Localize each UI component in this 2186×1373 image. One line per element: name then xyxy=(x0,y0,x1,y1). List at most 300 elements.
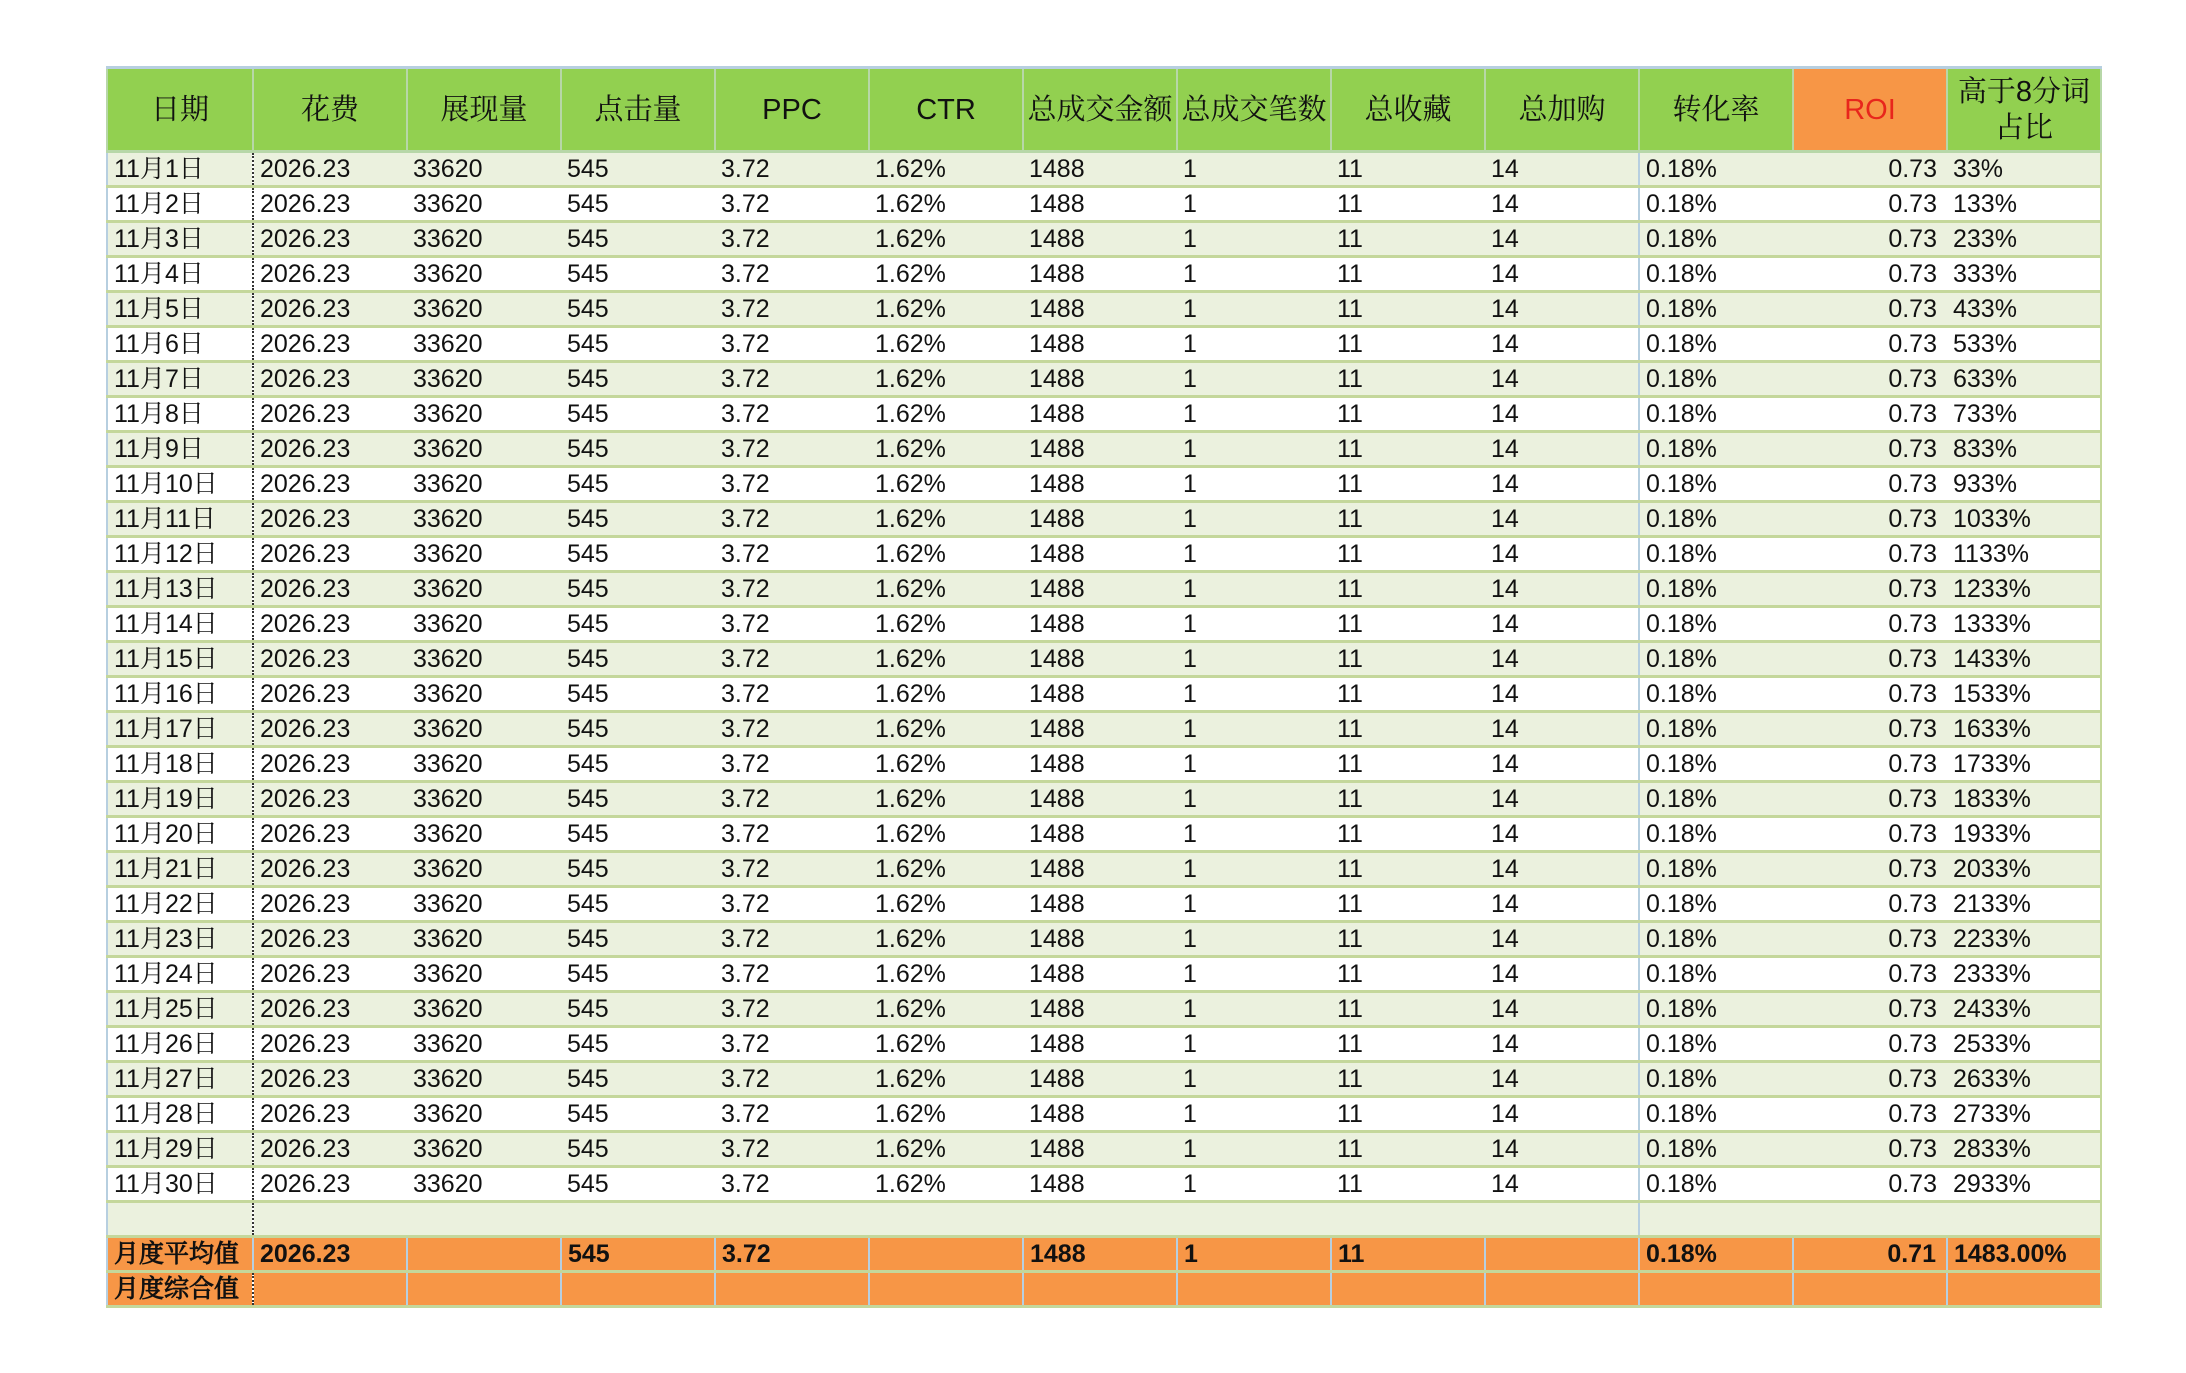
cell-roi[interactable]: 0.73 xyxy=(1793,1097,1947,1132)
cell-total-add-to-cart[interactable]: 14 xyxy=(1485,607,1639,642)
cell-total-orders[interactable]: 1 xyxy=(1177,782,1331,817)
cell-conversion-rate[interactable]: 0.18% xyxy=(1639,1097,1793,1132)
cell-spend[interactable]: 2026.23 xyxy=(253,677,407,712)
cell-impressions[interactable]: 33620 xyxy=(407,362,561,397)
cell-total-add-to-cart[interactable]: 14 xyxy=(1485,222,1639,257)
cell-total-add-to-cart[interactable]: 14 xyxy=(1485,502,1639,537)
cell-total-add-to-cart[interactable]: 14 xyxy=(1485,432,1639,467)
cell-date[interactable]: 11月14日 xyxy=(107,607,253,642)
cell-total-sales-amount[interactable]: 1488 xyxy=(1023,257,1177,292)
empty-cell[interactable] xyxy=(869,1202,1023,1237)
cell-total-favorites[interactable]: 11 xyxy=(1331,712,1485,747)
cell-ctr[interactable]: 1.62% xyxy=(869,397,1023,432)
cell-total-sales-amount[interactable]: 1488 xyxy=(1023,327,1177,362)
cell-total-sales-amount[interactable]: 1488 xyxy=(1023,572,1177,607)
cell-above-8-score-ratio[interactable]: 133% xyxy=(1947,187,2101,222)
cell-impressions[interactable]: 33620 xyxy=(407,572,561,607)
cell-total-orders[interactable]: 1 xyxy=(1177,537,1331,572)
cell-roi[interactable]: 0.73 xyxy=(1793,677,1947,712)
cell-ctr[interactable]: 1.62% xyxy=(869,887,1023,922)
cell-conversion-rate[interactable]: 0.18% xyxy=(1639,467,1793,502)
cell-date[interactable]: 11月29日 xyxy=(107,1132,253,1167)
cell-spend[interactable]: 2026.23 xyxy=(253,1132,407,1167)
cell-above-8-score-ratio[interactable]: 933% xyxy=(1947,467,2101,502)
cell-above-8-score-ratio[interactable]: 2633% xyxy=(1947,1062,2101,1097)
cell-above-8-score-ratio[interactable]: 1733% xyxy=(1947,747,2101,782)
cell-total-add-to-cart[interactable]: 14 xyxy=(1485,817,1639,852)
cell-total-add-to-cart[interactable]: 14 xyxy=(1485,922,1639,957)
cell-impressions[interactable]: 33620 xyxy=(407,992,561,1027)
cell-total-orders[interactable]: 1 xyxy=(1177,607,1331,642)
cell-impressions[interactable]: 33620 xyxy=(407,817,561,852)
cell-ctr[interactable]: 1.62% xyxy=(869,537,1023,572)
cell-ppc[interactable]: 3.72 xyxy=(715,852,869,887)
cell-total-orders[interactable]: 1 xyxy=(1177,362,1331,397)
cell-total-orders[interactable]: 1 xyxy=(1177,642,1331,677)
cell-total-orders[interactable]: 1 xyxy=(1177,677,1331,712)
cell-roi[interactable]: 0.73 xyxy=(1793,502,1947,537)
cell-spend[interactable]: 2026.23 xyxy=(253,607,407,642)
cell-total-add-to-cart[interactable]: 14 xyxy=(1485,1027,1639,1062)
cell-spend[interactable]: 2026.23 xyxy=(253,852,407,887)
cell-total-add-to-cart[interactable]: 14 xyxy=(1485,362,1639,397)
cell-impressions[interactable]: 33620 xyxy=(407,1062,561,1097)
cell-clicks[interactable]: 545 xyxy=(561,467,715,502)
summary-cell-ctr[interactable] xyxy=(869,1272,1023,1307)
cell-total-orders[interactable]: 1 xyxy=(1177,467,1331,502)
cell-ppc[interactable]: 3.72 xyxy=(715,1027,869,1062)
cell-above-8-score-ratio[interactable]: 1333% xyxy=(1947,607,2101,642)
cell-date[interactable]: 11月10日 xyxy=(107,467,253,502)
cell-clicks[interactable]: 545 xyxy=(561,152,715,187)
cell-impressions[interactable]: 33620 xyxy=(407,747,561,782)
cell-date[interactable]: 11月5日 xyxy=(107,292,253,327)
cell-total-sales-amount[interactable]: 1488 xyxy=(1023,537,1177,572)
cell-total-favorites[interactable]: 11 xyxy=(1331,642,1485,677)
column-header-date[interactable]: 日期 xyxy=(107,68,253,152)
cell-total-add-to-cart[interactable]: 14 xyxy=(1485,677,1639,712)
cell-total-favorites[interactable]: 11 xyxy=(1331,397,1485,432)
cell-roi[interactable]: 0.73 xyxy=(1793,432,1947,467)
cell-total-favorites[interactable]: 11 xyxy=(1331,1027,1485,1062)
cell-ctr[interactable]: 1.62% xyxy=(869,292,1023,327)
column-header-above-8-score-ratio[interactable]: 高于8分词占比 xyxy=(1947,68,2101,152)
cell-above-8-score-ratio[interactable]: 33% xyxy=(1947,152,2101,187)
cell-total-add-to-cart[interactable]: 14 xyxy=(1485,887,1639,922)
cell-total-orders[interactable]: 1 xyxy=(1177,1027,1331,1062)
cell-date[interactable]: 11月19日 xyxy=(107,782,253,817)
cell-above-8-score-ratio[interactable]: 2033% xyxy=(1947,852,2101,887)
cell-total-favorites[interactable]: 11 xyxy=(1331,852,1485,887)
column-header-ppc[interactable]: PPC xyxy=(715,68,869,152)
cell-impressions[interactable]: 33620 xyxy=(407,222,561,257)
cell-ppc[interactable]: 3.72 xyxy=(715,537,869,572)
cell-ppc[interactable]: 3.72 xyxy=(715,1062,869,1097)
cell-above-8-score-ratio[interactable]: 2933% xyxy=(1947,1167,2101,1202)
cell-spend[interactable]: 2026.23 xyxy=(253,992,407,1027)
cell-spend[interactable]: 2026.23 xyxy=(253,362,407,397)
cell-clicks[interactable]: 545 xyxy=(561,607,715,642)
cell-total-orders[interactable]: 1 xyxy=(1177,292,1331,327)
cell-spend[interactable]: 2026.23 xyxy=(253,152,407,187)
cell-total-sales-amount[interactable]: 1488 xyxy=(1023,852,1177,887)
cell-roi[interactable]: 0.73 xyxy=(1793,607,1947,642)
cell-total-sales-amount[interactable]: 1488 xyxy=(1023,1027,1177,1062)
cell-conversion-rate[interactable]: 0.18% xyxy=(1639,572,1793,607)
cell-above-8-score-ratio[interactable]: 2733% xyxy=(1947,1097,2101,1132)
cell-ppc[interactable]: 3.72 xyxy=(715,1097,869,1132)
cell-roi[interactable]: 0.73 xyxy=(1793,817,1947,852)
cell-clicks[interactable]: 545 xyxy=(561,922,715,957)
cell-ctr[interactable]: 1.62% xyxy=(869,152,1023,187)
cell-ctr[interactable]: 1.62% xyxy=(869,992,1023,1027)
cell-spend[interactable]: 2026.23 xyxy=(253,327,407,362)
cell-total-favorites[interactable]: 11 xyxy=(1331,502,1485,537)
cell-date[interactable]: 11月3日 xyxy=(107,222,253,257)
empty-cell[interactable] xyxy=(1331,1202,1485,1237)
cell-roi[interactable]: 0.73 xyxy=(1793,642,1947,677)
cell-total-favorites[interactable]: 11 xyxy=(1331,327,1485,362)
cell-roi[interactable]: 0.73 xyxy=(1793,537,1947,572)
cell-conversion-rate[interactable]: 0.18% xyxy=(1639,432,1793,467)
cell-clicks[interactable]: 545 xyxy=(561,992,715,1027)
summary-cell-conversion-rate[interactable] xyxy=(1639,1272,1793,1307)
cell-ctr[interactable]: 1.62% xyxy=(869,747,1023,782)
cell-ctr[interactable]: 1.62% xyxy=(869,677,1023,712)
cell-total-add-to-cart[interactable]: 14 xyxy=(1485,397,1639,432)
cell-above-8-score-ratio[interactable]: 1933% xyxy=(1947,817,2101,852)
summary-cell-impressions[interactable] xyxy=(407,1272,561,1307)
summary-cell-impressions[interactable] xyxy=(407,1237,561,1272)
cell-total-add-to-cart[interactable]: 14 xyxy=(1485,782,1639,817)
column-header-spend[interactable]: 花费 xyxy=(253,68,407,152)
cell-clicks[interactable]: 545 xyxy=(561,292,715,327)
cell-total-add-to-cart[interactable]: 14 xyxy=(1485,747,1639,782)
cell-total-sales-amount[interactable]: 1488 xyxy=(1023,642,1177,677)
cell-clicks[interactable]: 545 xyxy=(561,572,715,607)
column-header-total-favorites[interactable]: 总收藏 xyxy=(1331,68,1485,152)
cell-impressions[interactable]: 33620 xyxy=(407,1132,561,1167)
cell-roi[interactable]: 0.73 xyxy=(1793,362,1947,397)
cell-clicks[interactable]: 545 xyxy=(561,397,715,432)
cell-total-sales-amount[interactable]: 1488 xyxy=(1023,1167,1177,1202)
cell-date[interactable]: 11月16日 xyxy=(107,677,253,712)
cell-conversion-rate[interactable]: 0.18% xyxy=(1639,292,1793,327)
cell-impressions[interactable]: 33620 xyxy=(407,467,561,502)
cell-above-8-score-ratio[interactable]: 233% xyxy=(1947,222,2101,257)
cell-ppc[interactable]: 3.72 xyxy=(715,362,869,397)
column-header-clicks[interactable]: 点击量 xyxy=(561,68,715,152)
empty-cell[interactable] xyxy=(1639,1202,1793,1237)
cell-date[interactable]: 11月12日 xyxy=(107,537,253,572)
cell-roi[interactable]: 0.73 xyxy=(1793,152,1947,187)
cell-ppc[interactable]: 3.72 xyxy=(715,747,869,782)
cell-total-favorites[interactable]: 11 xyxy=(1331,1132,1485,1167)
cell-total-orders[interactable]: 1 xyxy=(1177,747,1331,782)
cell-impressions[interactable]: 33620 xyxy=(407,152,561,187)
cell-total-sales-amount[interactable]: 1488 xyxy=(1023,712,1177,747)
cell-impressions[interactable]: 33620 xyxy=(407,1027,561,1062)
cell-roi[interactable]: 0.73 xyxy=(1793,747,1947,782)
summary-cell-conversion-rate[interactable]: 0.18% xyxy=(1639,1237,1793,1272)
cell-total-add-to-cart[interactable]: 14 xyxy=(1485,642,1639,677)
empty-cell[interactable] xyxy=(561,1202,715,1237)
cell-ctr[interactable]: 1.62% xyxy=(869,187,1023,222)
summary-cell-roi[interactable]: 0.71 xyxy=(1793,1237,1947,1272)
cell-conversion-rate[interactable]: 0.18% xyxy=(1639,817,1793,852)
cell-date[interactable]: 11月15日 xyxy=(107,642,253,677)
summary-cell-above-8-score-ratio[interactable]: 1483.00% xyxy=(1947,1237,2101,1272)
cell-date[interactable]: 11月7日 xyxy=(107,362,253,397)
summary-cell-spend[interactable]: 2026.23 xyxy=(253,1237,407,1272)
cell-conversion-rate[interactable]: 0.18% xyxy=(1639,1027,1793,1062)
cell-impressions[interactable]: 33620 xyxy=(407,1167,561,1202)
cell-ctr[interactable]: 1.62% xyxy=(869,817,1023,852)
cell-above-8-score-ratio[interactable]: 1433% xyxy=(1947,642,2101,677)
cell-date[interactable]: 11月4日 xyxy=(107,257,253,292)
cell-spend[interactable]: 2026.23 xyxy=(253,467,407,502)
cell-ctr[interactable]: 1.62% xyxy=(869,1097,1023,1132)
cell-total-favorites[interactable]: 11 xyxy=(1331,957,1485,992)
cell-impressions[interactable]: 33620 xyxy=(407,327,561,362)
cell-spend[interactable]: 2026.23 xyxy=(253,1027,407,1062)
cell-total-favorites[interactable]: 11 xyxy=(1331,467,1485,502)
cell-ctr[interactable]: 1.62% xyxy=(869,572,1023,607)
cell-above-8-score-ratio[interactable]: 1633% xyxy=(1947,712,2101,747)
cell-roi[interactable]: 0.73 xyxy=(1793,1132,1947,1167)
summary-cell-total-favorites[interactable]: 11 xyxy=(1331,1237,1485,1272)
cell-conversion-rate[interactable]: 0.18% xyxy=(1639,1167,1793,1202)
cell-clicks[interactable]: 545 xyxy=(561,1132,715,1167)
cell-ctr[interactable]: 1.62% xyxy=(869,362,1023,397)
cell-spend[interactable]: 2026.23 xyxy=(253,187,407,222)
cell-ppc[interactable]: 3.72 xyxy=(715,817,869,852)
cell-ctr[interactable]: 1.62% xyxy=(869,257,1023,292)
cell-clicks[interactable]: 545 xyxy=(561,222,715,257)
cell-total-favorites[interactable]: 11 xyxy=(1331,572,1485,607)
summary-cell-roi[interactable] xyxy=(1793,1272,1947,1307)
cell-total-favorites[interactable]: 11 xyxy=(1331,677,1485,712)
cell-conversion-rate[interactable]: 0.18% xyxy=(1639,187,1793,222)
cell-total-favorites[interactable]: 11 xyxy=(1331,747,1485,782)
cell-above-8-score-ratio[interactable]: 1233% xyxy=(1947,572,2101,607)
summary-cell-spend[interactable] xyxy=(253,1272,407,1307)
cell-conversion-rate[interactable]: 0.18% xyxy=(1639,712,1793,747)
cell-total-sales-amount[interactable]: 1488 xyxy=(1023,992,1177,1027)
cell-conversion-rate[interactable]: 0.18% xyxy=(1639,782,1793,817)
cell-total-sales-amount[interactable]: 1488 xyxy=(1023,152,1177,187)
empty-cell[interactable] xyxy=(1023,1202,1177,1237)
cell-date[interactable]: 11月2日 xyxy=(107,187,253,222)
summary-cell-total-favorites[interactable] xyxy=(1331,1272,1485,1307)
cell-total-orders[interactable]: 1 xyxy=(1177,502,1331,537)
cell-spend[interactable]: 2026.23 xyxy=(253,712,407,747)
cell-above-8-score-ratio[interactable]: 1133% xyxy=(1947,537,2101,572)
cell-date[interactable]: 11月17日 xyxy=(107,712,253,747)
cell-total-orders[interactable]: 1 xyxy=(1177,817,1331,852)
cell-clicks[interactable]: 545 xyxy=(561,957,715,992)
cell-ctr[interactable]: 1.62% xyxy=(869,1027,1023,1062)
cell-conversion-rate[interactable]: 0.18% xyxy=(1639,257,1793,292)
cell-total-favorites[interactable]: 11 xyxy=(1331,607,1485,642)
cell-date[interactable]: 11月30日 xyxy=(107,1167,253,1202)
cell-total-add-to-cart[interactable]: 14 xyxy=(1485,327,1639,362)
cell-total-sales-amount[interactable]: 1488 xyxy=(1023,397,1177,432)
cell-roi[interactable]: 0.73 xyxy=(1793,222,1947,257)
cell-total-favorites[interactable]: 11 xyxy=(1331,257,1485,292)
column-header-total-add-to-cart[interactable]: 总加购 xyxy=(1485,68,1639,152)
summary-cell-clicks[interactable] xyxy=(561,1272,715,1307)
cell-total-add-to-cart[interactable]: 14 xyxy=(1485,187,1639,222)
cell-impressions[interactable]: 33620 xyxy=(407,677,561,712)
cell-above-8-score-ratio[interactable]: 733% xyxy=(1947,397,2101,432)
summary-cell-total-sales-amount[interactable]: 1488 xyxy=(1023,1237,1177,1272)
cell-total-add-to-cart[interactable]: 14 xyxy=(1485,957,1639,992)
cell-conversion-rate[interactable]: 0.18% xyxy=(1639,992,1793,1027)
cell-total-favorites[interactable]: 11 xyxy=(1331,1167,1485,1202)
cell-total-orders[interactable]: 1 xyxy=(1177,1097,1331,1132)
cell-clicks[interactable]: 545 xyxy=(561,712,715,747)
column-header-total-sales-amount[interactable]: 总成交金额 xyxy=(1023,68,1177,152)
cell-total-add-to-cart[interactable]: 14 xyxy=(1485,537,1639,572)
cell-clicks[interactable]: 545 xyxy=(561,887,715,922)
cell-above-8-score-ratio[interactable]: 1833% xyxy=(1947,782,2101,817)
cell-total-sales-amount[interactable]: 1488 xyxy=(1023,887,1177,922)
cell-above-8-score-ratio[interactable]: 1533% xyxy=(1947,677,2101,712)
cell-above-8-score-ratio[interactable]: 533% xyxy=(1947,327,2101,362)
empty-cell[interactable] xyxy=(715,1202,869,1237)
cell-ppc[interactable]: 3.72 xyxy=(715,1132,869,1167)
cell-clicks[interactable]: 545 xyxy=(561,1097,715,1132)
cell-date[interactable]: 11月26日 xyxy=(107,1027,253,1062)
column-header-ctr[interactable]: CTR xyxy=(869,68,1023,152)
cell-roi[interactable]: 0.73 xyxy=(1793,922,1947,957)
cell-impressions[interactable]: 33620 xyxy=(407,292,561,327)
summary-cell-date[interactable]: 月度综合值 xyxy=(107,1272,253,1307)
cell-ctr[interactable]: 1.62% xyxy=(869,712,1023,747)
cell-ppc[interactable]: 3.72 xyxy=(715,922,869,957)
cell-conversion-rate[interactable]: 0.18% xyxy=(1639,327,1793,362)
cell-impressions[interactable]: 33620 xyxy=(407,782,561,817)
cell-date[interactable]: 11月13日 xyxy=(107,572,253,607)
cell-date[interactable]: 11月23日 xyxy=(107,922,253,957)
cell-total-add-to-cart[interactable]: 14 xyxy=(1485,152,1639,187)
cell-above-8-score-ratio[interactable]: 1033% xyxy=(1947,502,2101,537)
cell-clicks[interactable]: 545 xyxy=(561,362,715,397)
cell-roi[interactable]: 0.73 xyxy=(1793,957,1947,992)
cell-total-orders[interactable]: 1 xyxy=(1177,957,1331,992)
cell-spend[interactable]: 2026.23 xyxy=(253,817,407,852)
cell-total-favorites[interactable]: 11 xyxy=(1331,887,1485,922)
cell-roi[interactable]: 0.73 xyxy=(1793,467,1947,502)
cell-conversion-rate[interactable]: 0.18% xyxy=(1639,362,1793,397)
cell-clicks[interactable]: 545 xyxy=(561,747,715,782)
cell-clicks[interactable]: 545 xyxy=(561,1062,715,1097)
cell-clicks[interactable]: 545 xyxy=(561,187,715,222)
cell-total-orders[interactable]: 1 xyxy=(1177,187,1331,222)
cell-total-favorites[interactable]: 11 xyxy=(1331,292,1485,327)
cell-ppc[interactable]: 3.72 xyxy=(715,257,869,292)
cell-total-favorites[interactable]: 11 xyxy=(1331,922,1485,957)
cell-ppc[interactable]: 3.72 xyxy=(715,642,869,677)
cell-conversion-rate[interactable]: 0.18% xyxy=(1639,922,1793,957)
cell-ppc[interactable]: 3.72 xyxy=(715,782,869,817)
cell-total-favorites[interactable]: 11 xyxy=(1331,1097,1485,1132)
cell-roi[interactable]: 0.73 xyxy=(1793,1027,1947,1062)
cell-total-favorites[interactable]: 11 xyxy=(1331,187,1485,222)
cell-total-sales-amount[interactable]: 1488 xyxy=(1023,1132,1177,1167)
summary-cell-total-add-to-cart[interactable] xyxy=(1485,1237,1639,1272)
cell-date[interactable]: 11月6日 xyxy=(107,327,253,362)
cell-above-8-score-ratio[interactable]: 2333% xyxy=(1947,957,2101,992)
cell-spend[interactable]: 2026.23 xyxy=(253,1097,407,1132)
cell-ctr[interactable]: 1.62% xyxy=(869,607,1023,642)
cell-total-orders[interactable]: 1 xyxy=(1177,712,1331,747)
cell-ppc[interactable]: 3.72 xyxy=(715,1167,869,1202)
cell-roi[interactable]: 0.73 xyxy=(1793,782,1947,817)
cell-total-add-to-cart[interactable]: 14 xyxy=(1485,572,1639,607)
cell-ctr[interactable]: 1.62% xyxy=(869,1167,1023,1202)
empty-cell[interactable] xyxy=(1485,1202,1639,1237)
cell-impressions[interactable]: 33620 xyxy=(407,712,561,747)
cell-impressions[interactable]: 33620 xyxy=(407,852,561,887)
cell-clicks[interactable]: 545 xyxy=(561,257,715,292)
cell-impressions[interactable]: 33620 xyxy=(407,432,561,467)
cell-impressions[interactable]: 33620 xyxy=(407,642,561,677)
cell-roi[interactable]: 0.73 xyxy=(1793,852,1947,887)
cell-above-8-score-ratio[interactable]: 2433% xyxy=(1947,992,2101,1027)
cell-clicks[interactable]: 545 xyxy=(561,852,715,887)
summary-cell-ctr[interactable] xyxy=(869,1237,1023,1272)
cell-total-favorites[interactable]: 11 xyxy=(1331,222,1485,257)
empty-cell[interactable] xyxy=(1947,1202,2101,1237)
cell-ppc[interactable]: 3.72 xyxy=(715,292,869,327)
cell-conversion-rate[interactable]: 0.18% xyxy=(1639,397,1793,432)
column-header-roi[interactable]: ROI xyxy=(1793,68,1947,152)
cell-ppc[interactable]: 3.72 xyxy=(715,502,869,537)
cell-total-add-to-cart[interactable]: 14 xyxy=(1485,257,1639,292)
cell-conversion-rate[interactable]: 0.18% xyxy=(1639,642,1793,677)
cell-spend[interactable]: 2026.23 xyxy=(253,887,407,922)
column-header-total-orders[interactable]: 总成交笔数 xyxy=(1177,68,1331,152)
cell-spend[interactable]: 2026.23 xyxy=(253,782,407,817)
cell-ctr[interactable]: 1.62% xyxy=(869,222,1023,257)
cell-roi[interactable]: 0.73 xyxy=(1793,992,1947,1027)
cell-date[interactable]: 11月22日 xyxy=(107,887,253,922)
cell-date[interactable]: 11月1日 xyxy=(107,152,253,187)
cell-total-orders[interactable]: 1 xyxy=(1177,432,1331,467)
cell-total-orders[interactable]: 1 xyxy=(1177,1167,1331,1202)
cell-above-8-score-ratio[interactable]: 333% xyxy=(1947,257,2101,292)
empty-cell[interactable] xyxy=(1177,1202,1331,1237)
cell-impressions[interactable]: 33620 xyxy=(407,537,561,572)
cell-conversion-rate[interactable]: 0.18% xyxy=(1639,1062,1793,1097)
cell-total-sales-amount[interactable]: 1488 xyxy=(1023,1097,1177,1132)
summary-cell-total-add-to-cart[interactable] xyxy=(1485,1272,1639,1307)
cell-ctr[interactable]: 1.62% xyxy=(869,1062,1023,1097)
cell-total-sales-amount[interactable]: 1488 xyxy=(1023,607,1177,642)
cell-total-add-to-cart[interactable]: 14 xyxy=(1485,1167,1639,1202)
cell-total-orders[interactable]: 1 xyxy=(1177,1132,1331,1167)
cell-spend[interactable]: 2026.23 xyxy=(253,432,407,467)
cell-ctr[interactable]: 1.62% xyxy=(869,327,1023,362)
cell-total-add-to-cart[interactable]: 14 xyxy=(1485,467,1639,502)
cell-spend[interactable]: 2026.23 xyxy=(253,642,407,677)
cell-clicks[interactable]: 545 xyxy=(561,537,715,572)
cell-total-orders[interactable]: 1 xyxy=(1177,887,1331,922)
column-header-impressions[interactable]: 展现量 xyxy=(407,68,561,152)
cell-above-8-score-ratio[interactable]: 833% xyxy=(1947,432,2101,467)
